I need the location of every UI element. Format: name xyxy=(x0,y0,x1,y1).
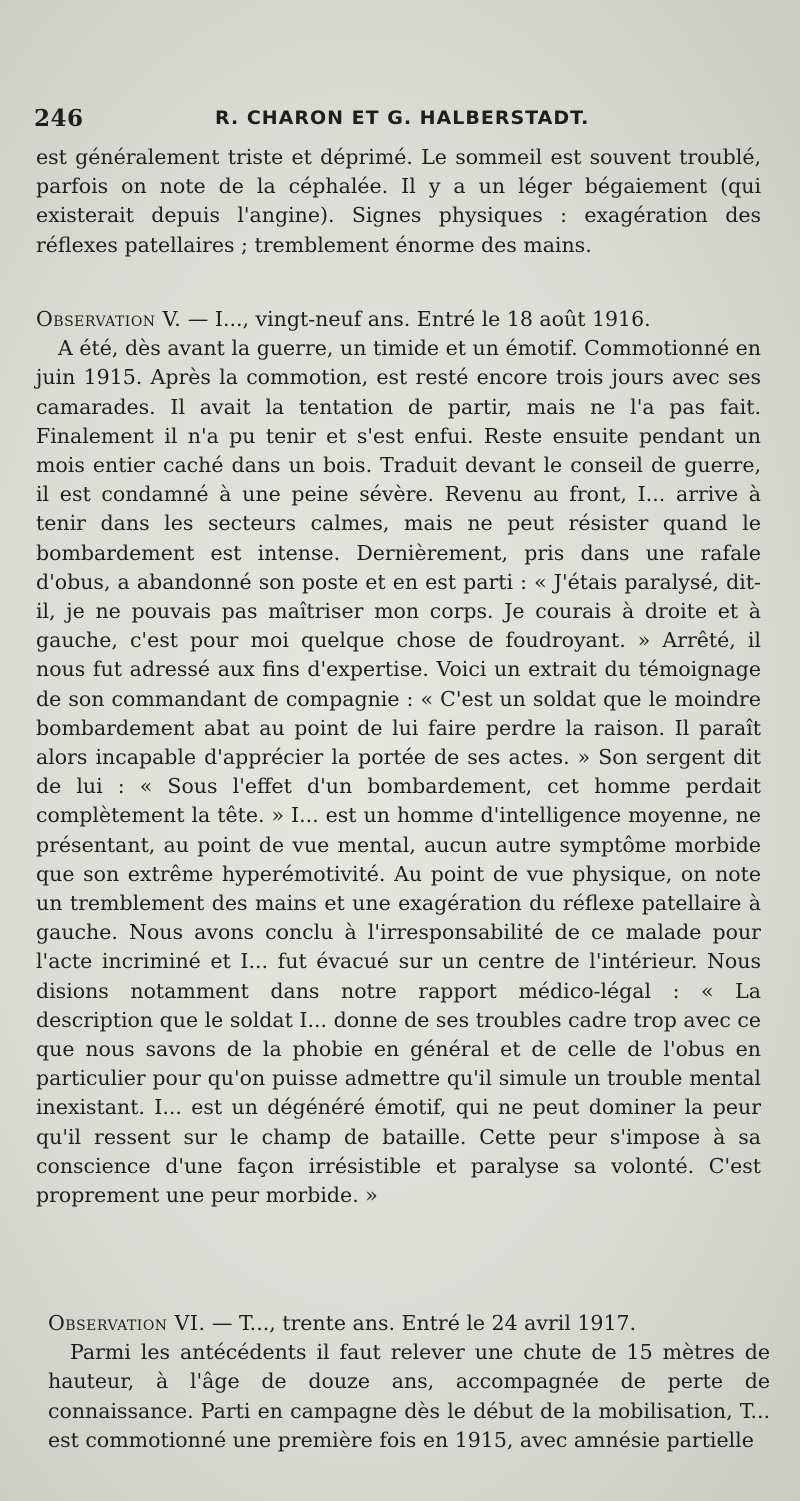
observation-6-body: Parmi les antécédents il faut relever une chute de 15 mètres de hauteur, à l'âge de douze ans, accompagnée de perte de connaissance. Parti en campagne dès le début de la mobilisation, T... est commotionné une première fois en 1915, avec amnésie partielle xyxy=(48,1340,770,1452)
observation-5-heading-text: — I..., vingt-neuf ans. Entré le 18 août 1916. xyxy=(181,307,651,331)
observation-6-title: Observation VI. xyxy=(48,1311,206,1335)
continuation-paragraph xyxy=(36,143,761,260)
observation-6-heading xyxy=(48,1309,770,1338)
observation-6-heading-text: — T..., trente ans. Entré le 24 avril 1917. xyxy=(205,1311,637,1335)
running-head: R. CHARON ET G. HALBERSTADT. xyxy=(215,107,590,129)
observation-5-body: A été, dès avant la guerre, un timide et un émotif. Commotionné en juin 1915. Après la commotion, est resté encore trois jours avec ses camarades. Il avait la tentation de partir, mais ne l'a pas fait. Finalement il n'a pu tenir et s'est enfui. Reste ensuite pendant un mois entier caché dans un bois. Traduit devant le conseil de guerre, il est condamné à une peine sévère. Revenu au front, I... arrive à tenir dans les secteurs calmes, mais ne peut résister quand le bombardement est intense. Dernièrement, pris dans une rafale d'obus, a abandonné son poste et en est parti : « J'étais paralysé, dit-il, je ne pouvais pas maîtriser mon corps. Je courais à droite et à gauche, c'est pour moi quelque chose de foudroyant. » Arrêté, il nous fut adressé aux fins d'expertise. Voici un extrait du témoignage de son commandant de compagnie : « C'est un soldat que le moindre bombardement abat au point de lui faire perdre la raison. Il paraît alors incapable d'apprécier la portée de ses actes. » Son sergent dit de lui : « Sous l'effet d'un bombardement, cet homme perdait complètement la tête. » I... est un homme d'intelligence moyenne, ne présentant, au point de vue mental, aucun autre symptôme morbide que son extrême hyperémotivité. Au point de vue physique, on note un tremblement des mains et une exagération du réflexe patellaire à gauche. Nous avons conclu à l'irresponsabilité de ce malade pour l'acte incriminé et I... fut évacué sur un centre de l'intérieur. Nous disions notamment dans notre rapport médico-légal : « La description que le soldat I... donne de ses troubles cadre trop avec ce que nous savons de la phobie en général et de celle de l'obus en particulier pour qu'on puisse admettre qu'il simule un trouble mental inexistant. I... est un dégénéré émotif, qui ne peut dominer la peur qu'il ressent sur le champ de bataille. Cette peur s'impose à sa conscience d'une façon irrésistible et paralyse sa volonté. C'est proprement une peur morbide. » xyxy=(36,336,761,1208)
observation-6 xyxy=(48,1309,770,1455)
observation-5-paragraph xyxy=(36,334,761,1210)
continuation-text: est généralement triste et déprimé. Le sommeil est souvent troublé, parfois on note de la céphalée. Il y a un léger bégaiement (qui existerait depuis l'angine). Signes physiques : exagération des réflexes patellaires ; tremblement énorme des mains. xyxy=(36,145,761,257)
observation-5 xyxy=(36,305,761,1210)
page-header xyxy=(30,105,770,141)
observation-5-title: Observation V. xyxy=(36,307,182,331)
observation-6-paragraph xyxy=(48,1338,770,1455)
page-number: 246 xyxy=(34,105,84,132)
observation-5-heading xyxy=(36,305,761,334)
